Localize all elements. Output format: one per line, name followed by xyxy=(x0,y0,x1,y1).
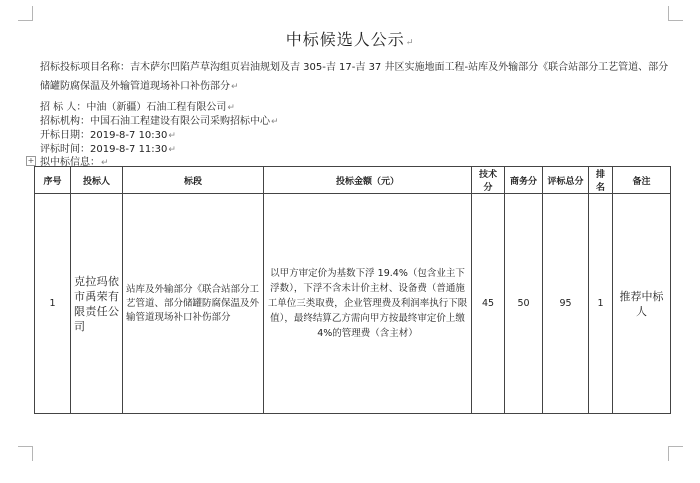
project-name-paragraph: 招标投标项目名称：吉木萨尔凹陷芦草沟组页岩油规划及吉 305-吉 17-吉 37 井区实施地面工程-站库及外输部分《联合站部分工艺管道、部分储罐防腐保温及外输管道现场补口补伤部分↵ xyxy=(40,62,669,92)
header-amount: 投标金额（元） xyxy=(264,167,472,194)
page-corner-mark xyxy=(18,6,33,21)
cell-total-score: 95 xyxy=(543,194,589,414)
cell-amount: 以甲方审定价为基数下浮 19.4%（包含业主下浮数），下浮不含未计价主材、设备费（普通施工单位三类取费，企业管理费及利润率执行下限值），最终结算乙方需向甲方按最终审定价上缴 4%的管理费（含主材） xyxy=(264,194,472,414)
cell-rank: 1 xyxy=(589,194,613,414)
candidate-table xyxy=(34,166,671,414)
candidate-info-line: 拟中标信息：↵ xyxy=(40,157,109,168)
header-bidder: 投标人 xyxy=(71,167,123,194)
table-row xyxy=(35,194,671,414)
header-tech-score: 技术分 xyxy=(472,167,505,194)
cell-tech-score: 45 xyxy=(472,194,505,414)
agency-line: 招标机构：中国石油工程建设有限公司采购招标中心↵ xyxy=(40,116,279,127)
page-corner-mark xyxy=(668,446,683,461)
table-header-row xyxy=(35,167,671,194)
header-business-score: 商务分 xyxy=(505,167,543,194)
table-move-handle-icon[interactable]: + xyxy=(27,156,35,165)
header-total-score: 评标总分 xyxy=(543,167,589,194)
cell-section: 站库及外输部分《联合站部分工艺管道、部分储罐防腐保温及外输管道现场补口补伤部分 xyxy=(123,194,264,414)
cell-bidder: 克拉玛依市禹荣有限责任公司 xyxy=(71,194,123,414)
header-section: 标段 xyxy=(123,167,264,194)
page-corner-mark xyxy=(18,446,33,461)
document-title: 中标候选人公示↵ xyxy=(285,30,415,49)
page-corner-mark xyxy=(668,6,683,21)
header-seq: 序号 xyxy=(35,167,71,194)
header-rank: 排名 xyxy=(589,167,613,194)
cell-business-score: 50 xyxy=(505,194,543,414)
eval-date-line: 评标时间：2019-8-7 11:30↵ xyxy=(40,144,176,155)
open-date-line: 开标日期：2019-8-7 10:30↵ xyxy=(40,130,176,141)
cell-seq: 1 xyxy=(35,194,71,414)
tenderer-line: 招 标 人：中油（新疆）石油工程有限公司↵ xyxy=(40,102,235,113)
project-name: 吉木萨尔凹陷芦草沟组页岩油规划及吉 305-吉 17-吉 37 井区实施地面工程-站库及外输部分《联合站部分工艺管道、部分储罐防腐保温及外输管道现场补口补伤部分 xyxy=(40,62,669,92)
project-label: 招标投标项目名称： xyxy=(40,62,130,73)
header-note: 备注 xyxy=(613,167,671,194)
cell-note: 推荐中标人 xyxy=(613,194,671,414)
